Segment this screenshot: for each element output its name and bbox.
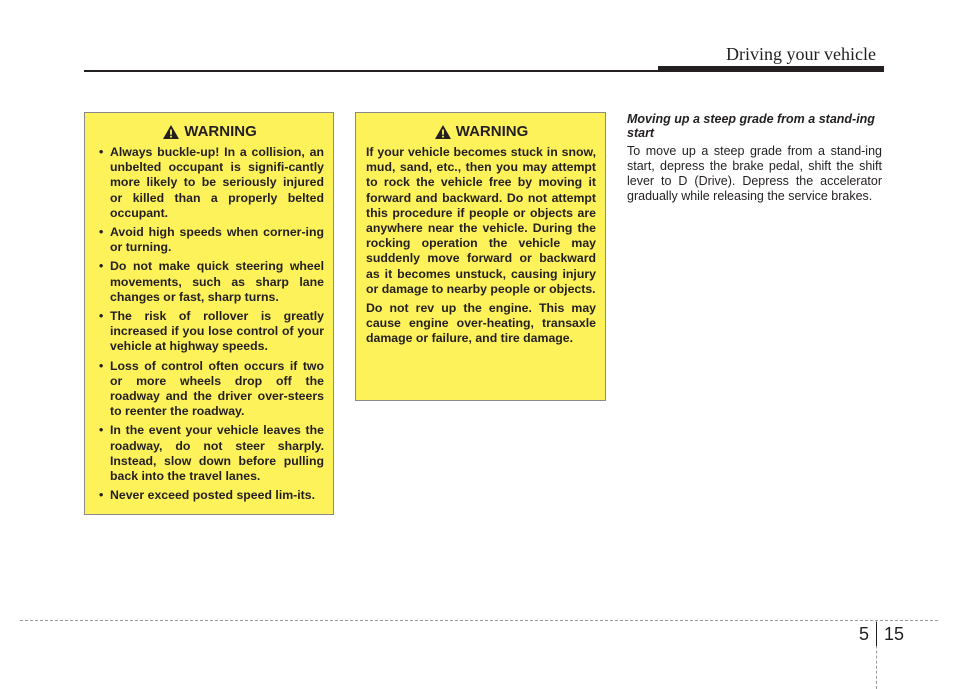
header-divider-accent [658,66,884,72]
warning-title: WARNING [184,123,257,140]
page-number-separator [876,622,877,646]
warning-item-text: Never exceed posted speed lim-its. [110,488,316,503]
warning-item-text: Loss of control often occurs if two or more wheels drop off the roadway and the driver over-steers to reenter the roadway. [110,358,324,419]
warning-item: • The risk of rollover is greatly increased if you lose control of your vehicle at highway speeds. [99,309,324,354]
warning-item-text: Do not make quick steering wheel movements, such as sharp lane changes or fast, sharp turns. [110,259,324,304]
warning-paragraph: If your vehicle becomes stuck in snow, mud, sand, etc., then you may attempt to rock the vehicle free by moving it forward and backward. Do not attempt this procedure if people or objects are anywhere near the vehicle. During the rocking operation the vehicle may suddenly move forward or backward as it becomes unstuck, causing injury or damage to nearby people or objects. [366,145,596,296]
section-body: To move up a steep grade from a stand-ing start, depress the brake pedal, shift the shift lever to D (Drive). Depress the accelerator gradually while releasing the service brakes. [627,144,882,203]
warning-box-safety [84,112,334,515]
warning-paragraph: Do not rev up the engine. This may cause engine over-heating, transaxle damage or failure, and tire damage. [366,301,596,346]
warning-box-stuck-vehicle [355,112,606,401]
warning-heading [366,123,596,140]
warning-item: • Avoid high speeds when corner-ing or turning. [99,225,324,255]
section-number: 5 [858,624,869,644]
warning-item: • In the event your vehicle leaves the roadway, do not steer sharply. Instead, slow down before pulling back into the travel lanes. [99,423,324,484]
warning-item-text: Avoid high speeds when corner-ing or turning. [110,225,324,255]
warning-item: • Never exceed posted speed lim-its. [99,488,316,503]
page-header-title: Driving your vehicle [726,44,876,64]
warning-item-text: Always buckle-up! In a collision, an unbelted occupant is signifi-cantly more likely to be seriously injured or killed than a properly belted occupant. [110,145,324,220]
footer-divider [20,620,938,621]
warning-item: • Always buckle-up! In a collision, an unbelted occupant is signifi-cantly more likely to be seriously injured or killed than a properly belted occupant. [99,145,324,220]
warning-title: WARNING [455,123,529,140]
warning-item-text: In the event your vehicle leaves the roadway, do not steer sharply. Instead, slow down before pulling back into the travel lanes. [110,423,324,484]
warning-heading [95,123,324,140]
page-number: 15 [884,624,905,644]
warning-triangle-icon [434,124,452,140]
warning-triangle-icon [162,124,180,140]
warning-item: • Do not make quick steering wheel movements, such as sharp lane changes or fast, sharp turns. [99,259,324,304]
warning-item: • Loss of control often occurs if two or more wheels drop off the roadway and the driver over-steers to reenter the roadway. [99,358,324,419]
warning-list [95,145,324,503]
warning-item-text: The risk of rollover is greatly increased if you lose control of your vehicle at highway speeds. [110,309,324,354]
section-heading: Moving up a steep grade from a stand-ing start [627,112,875,140]
